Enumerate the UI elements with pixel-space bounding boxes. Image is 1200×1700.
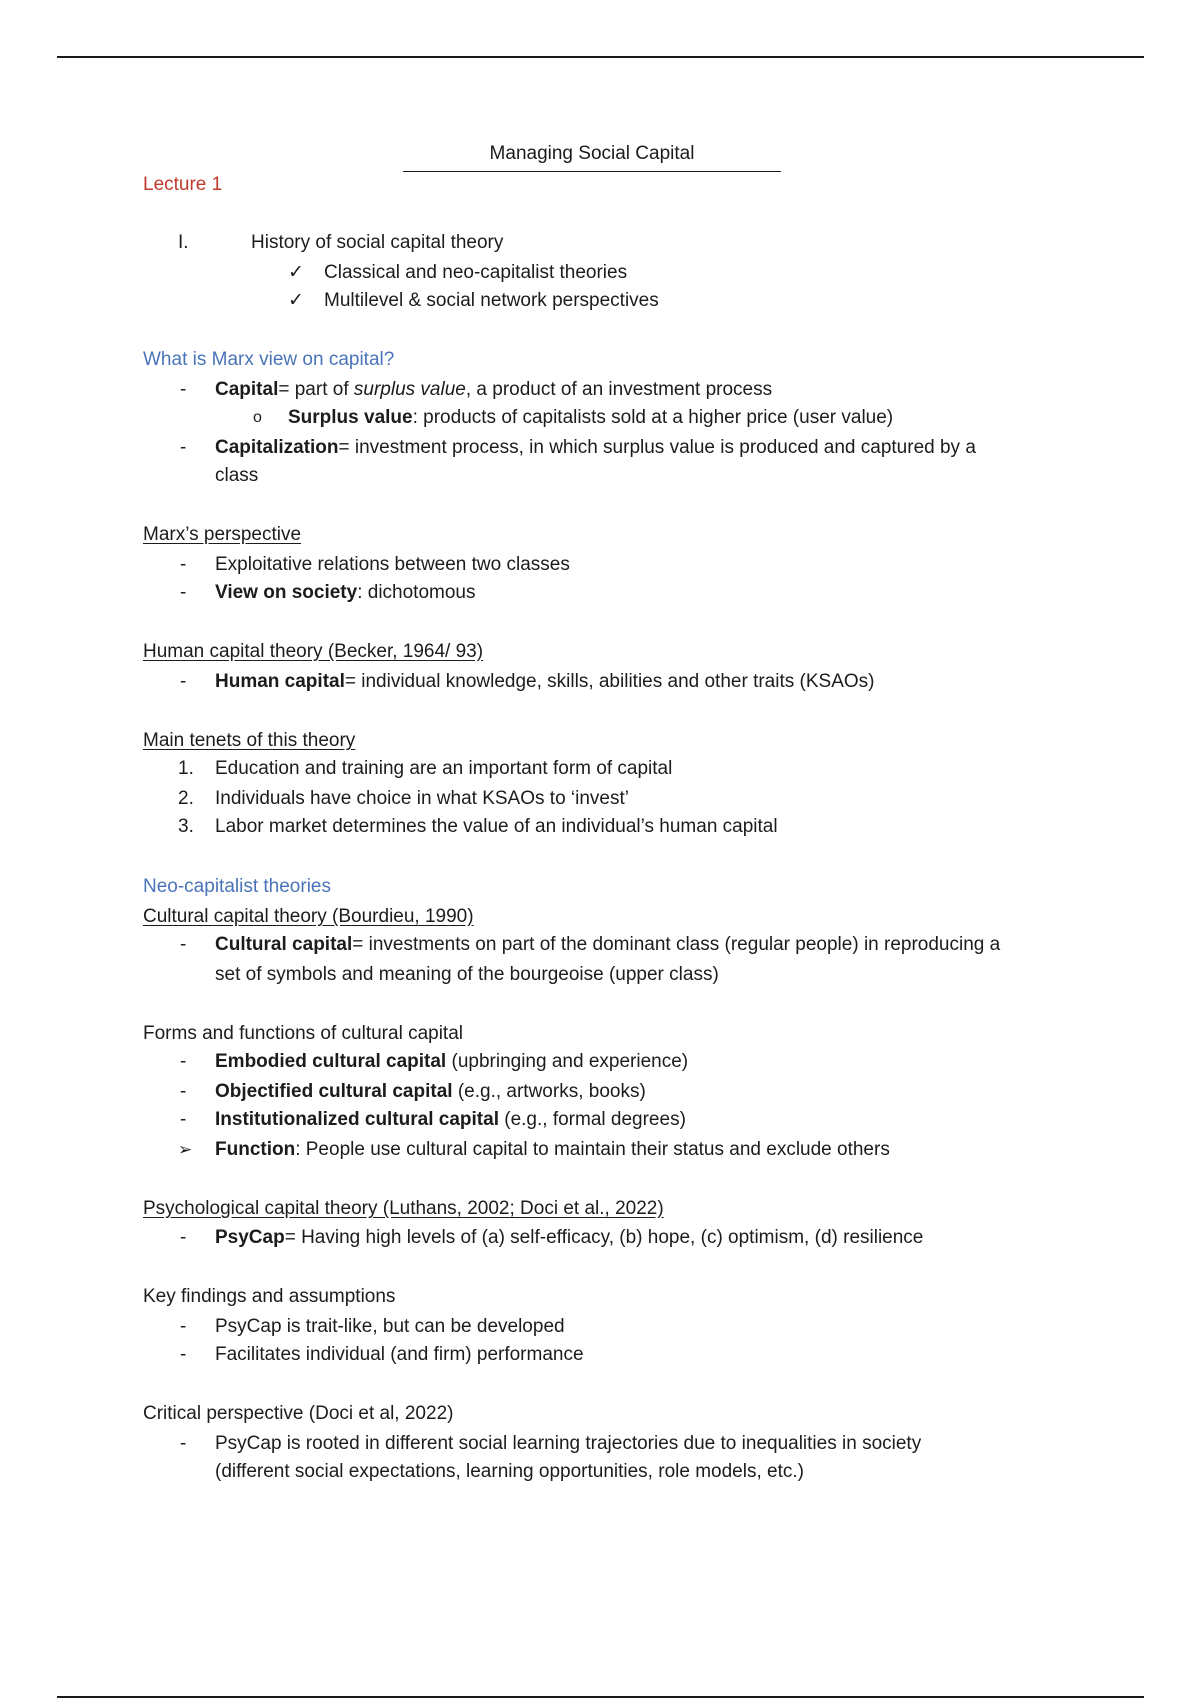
function-item [215,1138,890,1162]
institutionalized-def: (e.g., formal degrees) [498,1109,686,1130]
dash-bullet: - [180,437,187,458]
findings-item: Facilitates individual (and firm) performance [215,1344,584,1365]
human-capital-def: = individual knowledge, skills, abilities and other traits (KSAOs) [344,671,875,692]
society-term: View on society [215,582,358,603]
forms-heading: Forms and functions of cultural capital [143,1023,463,1044]
check-icon: ✓ [288,262,304,283]
marx-perspective-heading: Marx’s perspective [143,524,302,545]
capitalization-def-cont: class [215,465,259,486]
objectified-term: Objectified cultural capital [215,1081,453,1102]
critical-heading: Critical perspective (Doci et al, 2022) [143,1403,454,1424]
check-icon: ✓ [288,290,304,311]
human-capital-heading: Human capital theory (Becker, 1964/ 93) [143,641,484,662]
dash-bullet: - [180,1433,187,1454]
outline-number: I. [178,232,189,253]
cultural-capital-term: Cultural capital [215,934,353,955]
function-def: : People use cultural capital to maintain their status and exclude others [295,1139,890,1160]
dash-bullet: - [180,1227,187,1248]
lecture-label: Lecture 1 [143,174,223,195]
psycap-def: = Having high levels of (a) self-efficacy, (b) hope, (c) optimism, (d) resilience [284,1227,924,1248]
tenet-number: 3. [178,816,194,837]
critical-item: PsyCap is rooted in different social learning trajectories due to inequalities in society [215,1433,922,1454]
tenet-number: 1. [178,758,194,779]
capital-post: , a product of an investment process [465,379,773,400]
critical-item-cont: (different social expectations, learning opportunities, role models, etc.) [215,1461,804,1482]
dash-bullet: - [180,1051,187,1072]
tenet-item: Education and training are an important form of capital [215,758,673,779]
outline-heading: History of social capital theory [251,232,504,253]
embodied-def: (upbringing and experience) [446,1051,689,1072]
marx-perspective-item: Exploitative relations between two classes [215,554,570,575]
surplus-value-italic: surplus value [353,379,466,400]
capitalization-term: Capitalization [215,437,339,458]
capital-pre: = part of [278,379,354,400]
embodied-term: Embodied cultural capital [215,1051,447,1072]
psycap-term: PsyCap [215,1227,285,1248]
dash-bullet: - [180,1344,187,1365]
dash-bullet: - [180,934,187,955]
tenets-heading: Main tenets of this theory [143,730,356,751]
dash-bullet: - [180,582,187,603]
objectified-def: (e.g., artworks, books) [452,1081,646,1102]
human-capital-term: Human capital [215,671,345,692]
neo-capitalist-heading: Neo-capitalist theories [143,876,331,897]
surplus-term: Surplus value [288,407,413,428]
institutionalized-term: Institutionalized cultural capital [215,1109,499,1130]
capitalization-definition [215,436,976,460]
forms-item [215,1080,646,1104]
bottom-rule [57,1696,1144,1698]
society-def: : dichotomous [357,582,476,603]
findings-heading: Key findings and assumptions [143,1286,396,1307]
cultural-capital-def-cont: set of symbols and meaning of the bourgeoise (upper class) [215,964,719,985]
dash-bullet: - [180,1316,187,1337]
tenet-item: Labor market determines the value of an individual’s human capital [215,816,778,837]
psycap-heading: Psychological capital theory (Luthans, 2002; Doci et al., 2022) [143,1198,664,1219]
cultural-capital-def: = investments on part of the dominant class (regular people) in reproducing a [352,934,1001,955]
tenet-number: 2. [178,788,194,809]
cultural-capital-definition [215,933,1000,957]
dash-bullet: - [180,554,187,575]
function-term: Function [215,1139,296,1160]
dash-bullet: - [180,671,187,692]
surplus-def: : products of capitalists sold at a higher price (user value) [412,407,894,428]
human-capital-definition [215,670,874,694]
circle-bullet: o [253,409,262,426]
outline-check-item: Classical and neo-capitalist theories [324,262,628,283]
forms-item [215,1050,688,1074]
capital-definition [215,378,772,402]
psycap-definition [215,1226,923,1250]
dash-bullet: - [180,1109,187,1130]
findings-item: PsyCap is trait-like, but can be developed [215,1316,565,1337]
tenet-item: Individuals have choice in what KSAOs to ‘invest’ [215,788,629,809]
surplus-value-definition [288,406,893,430]
forms-item [215,1108,686,1132]
outline-check-item: Multilevel & social network perspectives [324,290,659,311]
dash-bullet: - [180,379,187,400]
marx-perspective-item [215,581,476,605]
dash-bullet: - [180,1081,187,1102]
arrow-bullet-icon: ➢ [178,1140,193,1159]
cultural-capital-heading: Cultural capital theory (Bourdieu, 1990) [143,906,474,927]
capital-term: Capital [215,379,279,400]
page-title: Managing Social Capital [403,143,781,172]
capitalization-def: = investment process, in which surplus value is produced and captured by a [338,437,976,458]
top-rule [57,56,1144,58]
marx-view-heading: What is Marx view on capital? [143,349,395,370]
